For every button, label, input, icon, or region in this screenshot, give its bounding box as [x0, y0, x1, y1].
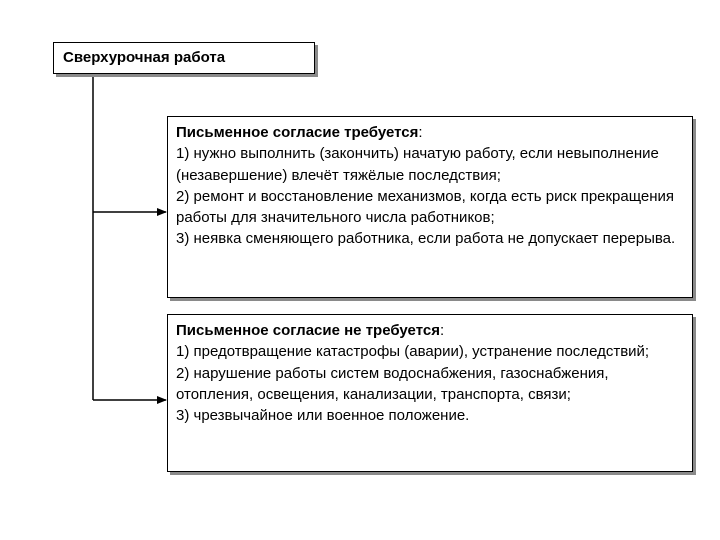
consent-required-heading: Письменное согласие требуется:	[176, 124, 423, 141]
list-item: 2) ремонт и восстановление механизмов, когда есть риск прекращения работы для значительного числа работников;	[176, 187, 675, 227]
list-item: 1) предотвращение катастрофы (аварии), устранение последствий;	[176, 343, 650, 361]
overtime-root-box	[53, 42, 315, 74]
consent-not-required-heading: Письменное согласие не требуется:	[176, 322, 445, 339]
consent-not-required-box	[167, 314, 693, 472]
consent-required-box	[167, 116, 693, 298]
list-item: 3) чрезвычайное или военное положение.	[176, 407, 470, 425]
list-item: 1) нужно выполнить (закончить) начатую работу, если невыполнение (незавершение) влечёт тяжёлые последствия;	[176, 145, 659, 184]
list-item: 3) неявка сменяющего работника, если работа не допускает перерыва.	[176, 230, 676, 248]
consent-not-required-title: Письменное согласие не требуется	[176, 322, 440, 339]
list-item: 2) нарушение работы систем водоснабжения, газоснабжения, отопления, освещения, канализации, транспорта, связи;	[176, 364, 609, 403]
root-title: Сверхурочная работа	[63, 49, 226, 66]
consent-required-title: Письменное согласие требуется	[176, 124, 419, 141]
